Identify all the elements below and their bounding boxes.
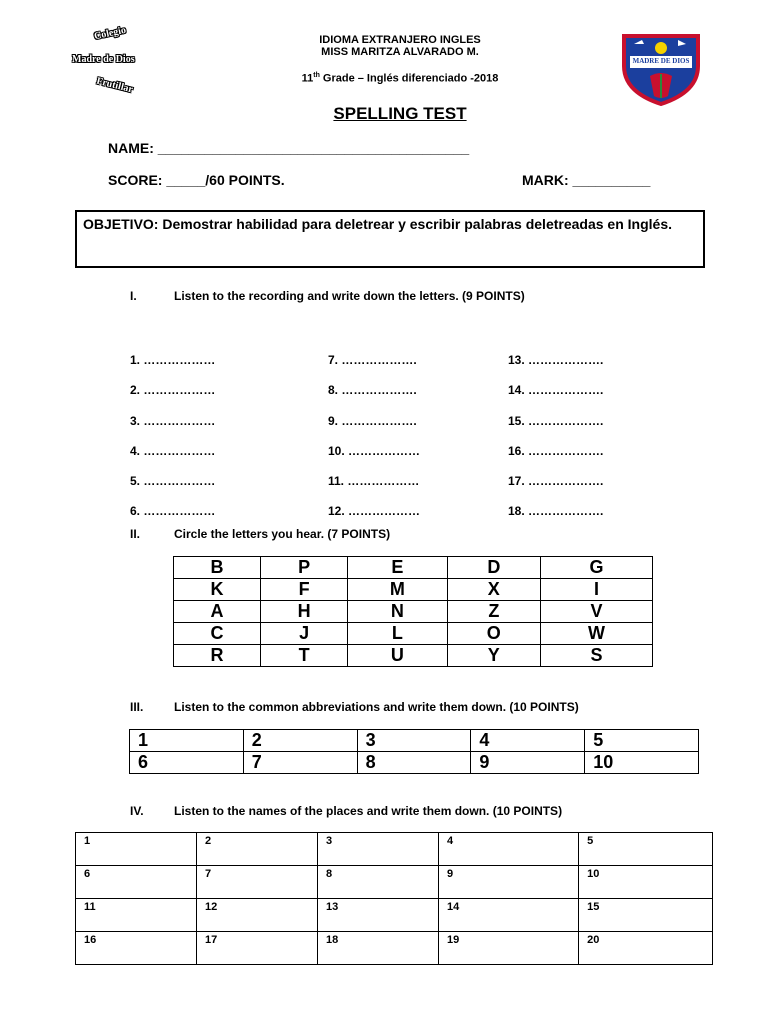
school-logo — [62, 26, 172, 100]
answer-line: 15. ………………. — [508, 413, 604, 428]
letter-cell[interactable]: O — [447, 623, 540, 645]
place-cell[interactable]: 7 — [197, 866, 318, 899]
letter-cell[interactable]: Z — [447, 601, 540, 623]
place-cell[interactable]: 11 — [76, 899, 197, 932]
answer-line: 12. ……………… — [328, 504, 421, 519]
section1-col2 — [328, 345, 420, 527]
place-cell[interactable]: 4 — [439, 833, 579, 866]
section1-number: I. — [130, 289, 137, 303]
letter-cell[interactable]: Y — [447, 645, 540, 667]
section3-heading — [130, 700, 710, 716]
abbreviation-cell[interactable]: 7 — [243, 752, 357, 774]
letter-cell[interactable]: M — [348, 579, 448, 601]
table-row — [174, 601, 653, 623]
letter-cell[interactable]: B — [174, 557, 261, 579]
grade-number: 11 — [301, 72, 314, 85]
answer-line: 2. ……………… — [130, 383, 216, 398]
header-line1: IDIOMA EXTRANJERO INGLES — [319, 34, 481, 46]
answer-line: 1. ……………… — [130, 353, 216, 367]
answer-line: 5. ……………… — [130, 474, 216, 489]
letter-cell[interactable]: F — [261, 579, 348, 601]
letter-cell[interactable]: W — [541, 623, 653, 645]
section1-col1 — [130, 345, 215, 527]
section4-heading — [130, 804, 710, 820]
letter-cell[interactable]: X — [447, 579, 540, 601]
table-row — [76, 899, 713, 932]
place-cell[interactable]: 1 — [76, 833, 197, 866]
answer-line: 13. ………………. — [508, 353, 604, 367]
section1-heading — [130, 289, 690, 305]
objective-text: OBJETIVO: Demostrar habilidad para deletrear y escribir palabras deletreadas en Inglés. — [83, 216, 673, 232]
abbreviation-cell[interactable]: 2 — [243, 730, 357, 752]
letter-cell[interactable]: T — [261, 645, 348, 667]
letter-cell[interactable]: E — [348, 557, 448, 579]
place-cell[interactable]: 2 — [197, 833, 318, 866]
place-cell[interactable]: 17 — [197, 932, 318, 965]
table-row — [174, 557, 653, 579]
place-cell[interactable]: 14 — [439, 899, 579, 932]
logo-line2: Madre de Dios — [72, 54, 135, 65]
answer-line: 14. ………………. — [508, 383, 604, 398]
place-cell[interactable]: 5 — [579, 833, 713, 866]
section2-text: Circle the letters you hear. (7 POINTS) — [174, 527, 391, 541]
answer-line: 3. ……………… — [130, 413, 216, 428]
letter-cell[interactable]: A — [174, 601, 261, 623]
name-field: NAME: ________________________________________ — [108, 140, 470, 156]
table-row — [130, 730, 699, 752]
place-cell[interactable]: 3 — [318, 833, 439, 866]
score-field: SCORE: _____/60 POINTS. — [108, 172, 285, 188]
mark-field: MARK: __________ — [522, 172, 651, 188]
header-line2: MISS MARITZA ALVARADO M. — [321, 46, 479, 58]
letter-cell[interactable]: N — [348, 601, 448, 623]
section3-number: III. — [130, 700, 144, 714]
abbreviations-table — [129, 729, 699, 774]
answer-line: 9. ………………. — [328, 413, 417, 428]
abbreviation-cell[interactable]: 1 — [130, 730, 244, 752]
letter-cell[interactable]: R — [174, 645, 261, 667]
section4-text: Listen to the names of the places and write them down. (10 POINTS) — [174, 804, 563, 818]
abbreviation-cell[interactable]: 3 — [357, 730, 471, 752]
table-row — [76, 932, 713, 965]
letter-cell[interactable]: I — [541, 579, 653, 601]
table-row — [174, 645, 653, 667]
letter-cell[interactable]: J — [261, 623, 348, 645]
place-cell[interactable]: 19 — [439, 932, 579, 965]
letter-cell[interactable]: P — [261, 557, 348, 579]
section3-text: Listen to the common abbreviations and write them down. (10 POINTS) — [174, 700, 579, 714]
answer-line: 18. ………………. — [508, 504, 604, 519]
place-cell[interactable]: 12 — [197, 899, 318, 932]
place-cell[interactable]: 18 — [318, 932, 439, 965]
grade-suffix: th — [313, 72, 320, 79]
objective-box — [75, 210, 705, 268]
table-row — [174, 623, 653, 645]
answer-line: 16. ………………. — [508, 443, 604, 458]
letter-cell[interactable]: C — [174, 623, 261, 645]
section4-number: IV. — [130, 804, 144, 818]
table-row — [76, 833, 713, 866]
letter-cell[interactable]: K — [174, 579, 261, 601]
section2-number: II. — [130, 527, 141, 541]
table-row — [76, 866, 713, 899]
answer-line: 4. ……………… — [130, 443, 216, 458]
logo-line1: Colegio — [93, 24, 128, 43]
abbreviation-cell[interactable]: 9 — [471, 752, 585, 774]
letter-cell[interactable]: H — [261, 601, 348, 623]
table-row — [174, 579, 653, 601]
letter-cell[interactable]: V — [541, 601, 653, 623]
crest-icon — [620, 30, 702, 106]
letter-cell[interactable]: S — [541, 645, 653, 667]
answer-line: 6. ……………… — [130, 504, 216, 519]
header-grade — [250, 72, 550, 85]
letter-cell[interactable]: D — [447, 557, 540, 579]
place-cell[interactable]: 8 — [318, 866, 439, 899]
place-cell[interactable]: 20 — [579, 932, 713, 965]
answer-line: 7. ………………. — [328, 353, 417, 367]
logo-line3: Frutillar — [95, 75, 134, 96]
section1-col3 — [508, 345, 603, 527]
answer-line: 8. ………………. — [328, 383, 417, 398]
place-cell[interactable]: 10 — [579, 866, 713, 899]
place-cell[interactable]: 6 — [76, 866, 197, 899]
answer-line: 11. ……………… — [328, 474, 420, 489]
letter-cell[interactable]: G — [541, 557, 653, 579]
place-cell[interactable]: 13 — [318, 899, 439, 932]
letter-cell[interactable]: L — [348, 623, 448, 645]
abbreviation-cell[interactable]: 6 — [130, 752, 244, 774]
answer-line: 17. ………………. — [508, 474, 604, 489]
answer-line: 10. ……………… — [328, 443, 421, 458]
table-row — [130, 752, 699, 774]
section2-heading — [130, 527, 690, 543]
place-cell[interactable]: 15 — [579, 899, 713, 932]
place-cell[interactable]: 16 — [76, 932, 197, 965]
abbreviation-cell[interactable]: 8 — [357, 752, 471, 774]
abbreviation-cell[interactable]: 10 — [585, 752, 699, 774]
abbreviation-cell[interactable]: 4 — [471, 730, 585, 752]
letter-cell[interactable]: U — [348, 645, 448, 667]
place-cell[interactable]: 9 — [439, 866, 579, 899]
places-table — [75, 832, 713, 965]
crest-text: MADRE DE DIOS — [632, 57, 690, 65]
abbreviation-cell[interactable]: 5 — [585, 730, 699, 752]
letters-table — [173, 556, 653, 667]
page-title: SPELLING TEST — [333, 104, 467, 123]
grade-text: Grade – Inglés diferenciado -2018 — [319, 72, 499, 85]
section1-text: Listen to the recording and write down the letters. (9 POINTS) — [174, 289, 525, 303]
